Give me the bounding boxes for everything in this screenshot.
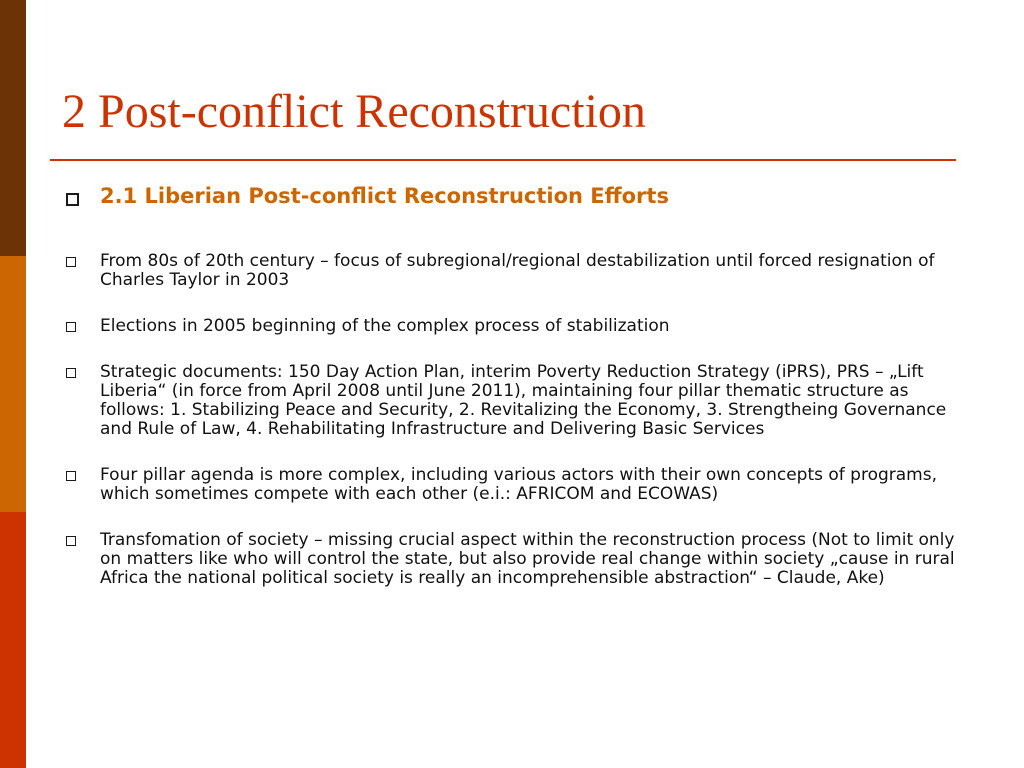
bullet-text: Elections in 2005 beginning of the complex process of stabilization	[100, 316, 670, 336]
section-heading: 2.1 Liberian Post-conflict Reconstruction Efforts	[100, 184, 669, 208]
title-divider	[50, 159, 956, 161]
bullet-item	[62, 252, 962, 290]
bullet-item	[62, 466, 962, 504]
bullet-text: Strategic documents: 150 Day Action Plan, interim Poverty Reduction Strategy (iPRS), PRS – „Lift Liberia“ (in force from April 2008 until June 2011), maintaining four pillar thematic structure as follows: 1. Stabilizing Peace and Security, 2. Revitalizing the Economy, 3. Strengtheing Governance and Rule of Law, 4. Rehabilitating Infrastructure and Delivering Basic Services	[100, 362, 947, 439]
section-heading-item	[62, 178, 962, 214]
square-bullet-icon	[66, 536, 76, 546]
side-bar-orange	[0, 256, 26, 512]
square-bullet-icon	[66, 257, 76, 267]
square-bullet-icon	[66, 368, 76, 378]
bullet-item	[62, 317, 962, 336]
bullet-text: From 80s of 20th century – focus of subregional/regional destabilization until forced resignation of Charles Taylor in 2003	[100, 251, 935, 290]
side-bar-dark-brown	[0, 0, 26, 256]
slide-content	[62, 178, 962, 615]
bullet-item	[62, 531, 962, 588]
square-bullet-icon	[66, 322, 76, 332]
square-bullet-icon	[66, 471, 76, 481]
slide-title: 2 Post-conflict Reconstruction	[62, 85, 646, 138]
bullet-text: Transfomation of society – missing crucial aspect within the reconstruction process (Not to limit only on matters like who will control the state, but also provide real change within society „cause in rural Africa the national political society is really an incomprehensible abstraction“ – Claude, Ake)	[100, 530, 955, 588]
side-bar-red	[0, 512, 26, 768]
bullet-item	[62, 363, 962, 439]
square-bullet-icon	[66, 193, 79, 206]
bullet-text: Four pillar agenda is more complex, including various actors with their own concepts of programs, which sometimes compete with each other (e.i.: AFRICOM and ECOWAS)	[100, 465, 938, 504]
